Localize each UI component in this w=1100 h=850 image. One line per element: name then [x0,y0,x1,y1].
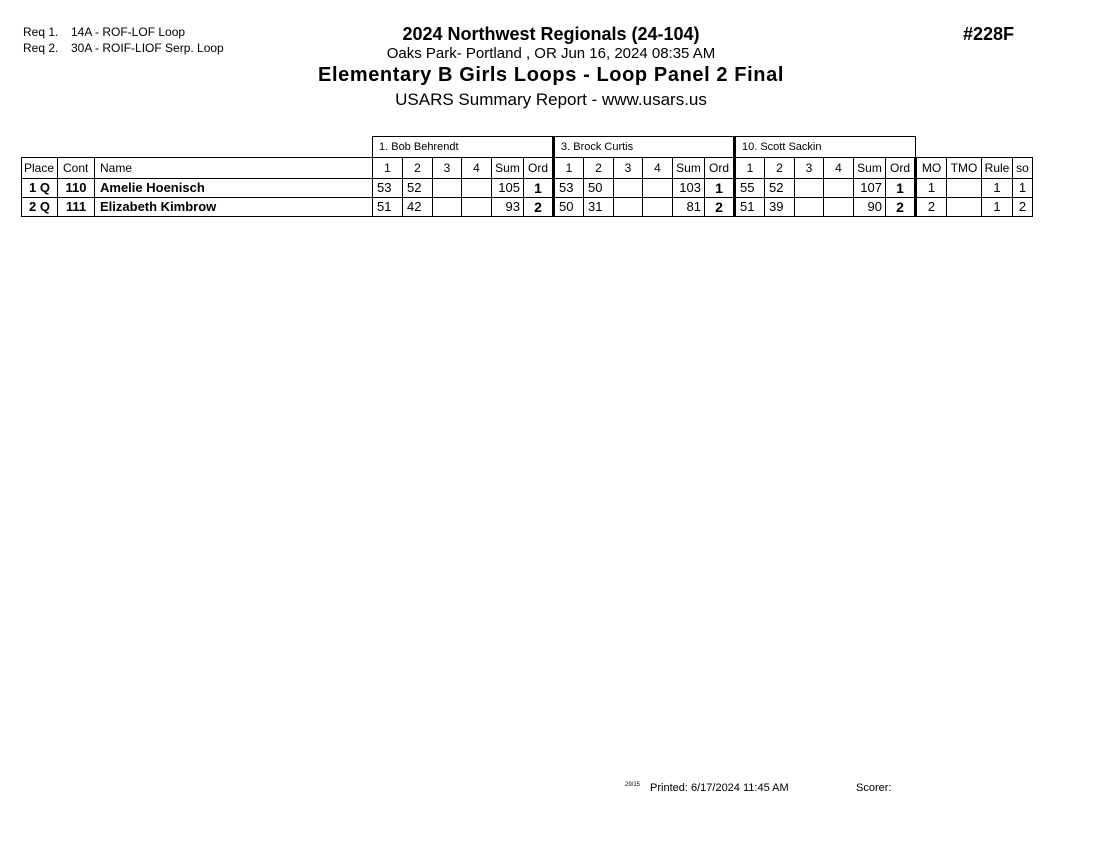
footer-mark: 29/15 [625,782,641,788]
requirement-2 [23,41,224,55]
cont-header: Cont [58,158,95,179]
sum-header: Sum [854,158,886,179]
sum-cell: 105 [492,179,524,198]
score-cell: 31 [584,198,614,217]
cont-cell: 110 [58,179,95,198]
ord-cell: 1 [886,179,916,198]
ord-cell: 2 [705,198,735,217]
score-4-header: 4 [462,158,492,179]
tmo-cell [947,179,982,198]
judge-header-row [22,137,1033,158]
sum-cell: 103 [673,179,705,198]
ord-cell: 1 [524,179,554,198]
score-cell: 42 [403,198,433,217]
ord-header: Ord [524,158,554,179]
judge-2-name: 3. Brock Curtis [554,137,735,158]
score-cell [462,198,492,217]
requirement-label: Req 2. [23,41,59,55]
judge-1-name: 1. Bob Behrendt [373,137,554,158]
score-cell: 55 [735,179,765,198]
score-cell [614,179,643,198]
sum-header: Sum [673,158,705,179]
ord-cell: 2 [886,198,916,217]
event-title: Elementary B Girls Loops - Loop Panel 2 Final [318,64,784,86]
printed-timestamp: Printed: 6/17/2024 11:45 AM [650,782,789,794]
score-1-header: 1 [735,158,765,179]
score-cell [795,179,824,198]
score-4-header: 4 [824,158,854,179]
ord-cell: 2 [524,198,554,217]
score-cell: 50 [584,179,614,198]
mo-cell: 1 [916,179,947,198]
place-header: Place [22,158,58,179]
sum-cell: 81 [673,198,705,217]
score-cell: 39 [765,198,795,217]
score-cell [795,198,824,217]
report-title: USARS Summary Report - www.usars.us [395,90,707,109]
score-cell [433,198,462,217]
score-4-header: 4 [643,158,673,179]
requirement-text: 30A - ROIF-LIOF Serp. Loop [71,41,224,55]
judge-3-name: 10. Scott Sackin [735,137,916,158]
sum-header: Sum [492,158,524,179]
mo-header: MO [916,158,947,179]
score-3-header: 3 [614,158,643,179]
competition-title: 2024 Northwest Regionals (24-104) [402,24,700,44]
score-cell [824,179,854,198]
skater-name: Amelie Hoenisch [95,179,373,198]
so-header: so [1013,158,1033,179]
score-cell [462,179,492,198]
sum-cell: 90 [854,198,886,217]
so-cell: 1 [1013,179,1033,198]
ord-header: Ord [886,158,916,179]
rule-cell: 1 [982,179,1013,198]
requirement-1 [23,25,185,39]
ord-header: Ord [705,158,735,179]
table-row [22,179,1033,198]
score-cell [643,198,673,217]
score-cell: 50 [554,198,584,217]
scorer-label: Scorer: [856,782,892,794]
column-header-row [22,158,1033,179]
score-cell: 53 [373,179,403,198]
mo-cell: 2 [916,198,947,217]
venue-date: Oaks Park- Portland , OR Jun 16, 2024 08:35 AM [386,45,716,62]
score-cell: 51 [735,198,765,217]
score-2-header: 2 [403,158,433,179]
place-cell: 1 Q [22,179,58,198]
score-2-header: 2 [765,158,795,179]
event-code: #228F [963,24,1015,44]
score-cell [643,179,673,198]
tmo-cell [947,198,982,217]
so-cell: 2 [1013,198,1033,217]
printed-footer [625,782,789,794]
score-cell: 53 [554,179,584,198]
requirement-text: 14A - ROF-LOF Loop [71,25,186,39]
rule-cell: 1 [982,198,1013,217]
ord-cell: 1 [705,179,735,198]
name-header: Name [95,158,373,179]
cont-cell: 111 [58,198,95,217]
results-table [21,136,1033,217]
skater-name: Elizabeth Kimbrow [95,198,373,217]
score-1-header: 1 [373,158,403,179]
score-cell: 52 [403,179,433,198]
score-cell [433,179,462,198]
score-cell [614,198,643,217]
score-cell: 51 [373,198,403,217]
score-3-header: 3 [433,158,462,179]
tmo-header: TMO [947,158,982,179]
score-1-header: 1 [554,158,584,179]
score-3-header: 3 [795,158,824,179]
table-row [22,198,1033,217]
score-cell: 52 [765,179,795,198]
requirement-label: Req 1. [23,25,59,39]
rule-header: Rule [982,158,1013,179]
score-2-header: 2 [584,158,614,179]
sum-cell: 107 [854,179,886,198]
sum-cell: 93 [492,198,524,217]
place-cell: 2 Q [22,198,58,217]
score-cell [824,198,854,217]
